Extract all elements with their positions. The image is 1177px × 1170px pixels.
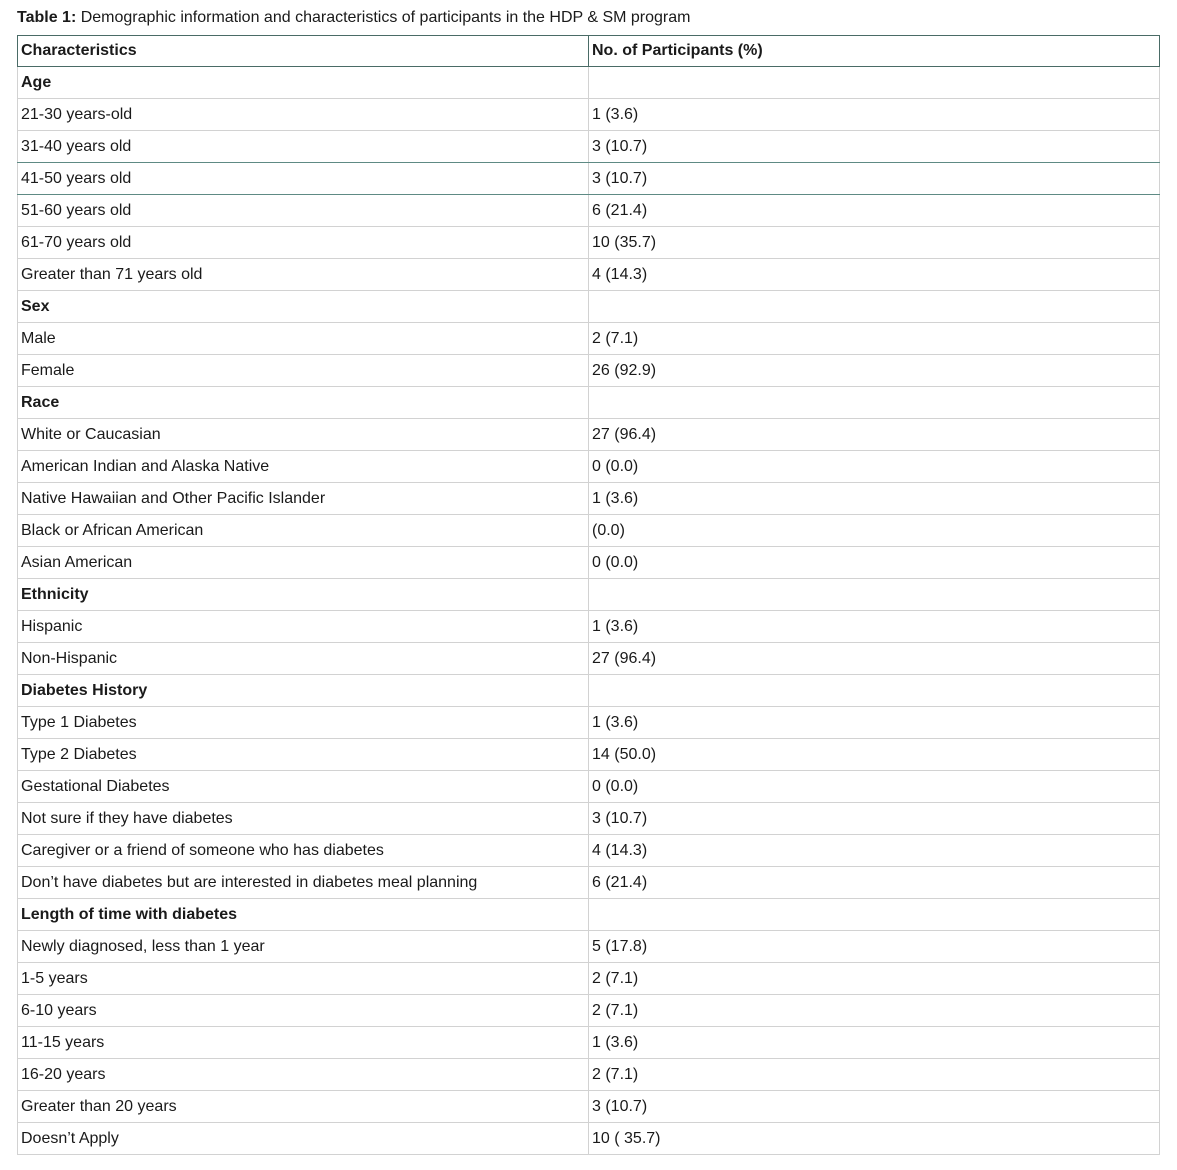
section-label: Race xyxy=(18,387,589,419)
table-section-row xyxy=(18,899,1160,931)
row-label: 31-40 years old xyxy=(18,131,589,163)
table-header-row xyxy=(18,36,1160,67)
row-value: 3 (10.7) xyxy=(589,131,1160,163)
row-label: Greater than 20 years xyxy=(18,1091,589,1123)
table-row xyxy=(18,515,1160,547)
table-row xyxy=(18,867,1160,899)
table-caption-label: Table 1: xyxy=(17,9,77,26)
row-label: 1-5 years xyxy=(18,963,589,995)
row-value: 2 (7.1) xyxy=(589,1059,1160,1091)
row-label: 21-30 years-old xyxy=(18,99,589,131)
table-row xyxy=(18,643,1160,675)
table-row xyxy=(18,771,1160,803)
row-value: 2 (7.1) xyxy=(589,323,1160,355)
table-row xyxy=(18,419,1160,451)
row-value: 5 (17.8) xyxy=(589,931,1160,963)
row-label: Asian American xyxy=(18,547,589,579)
row-value: 6 (21.4) xyxy=(589,195,1160,227)
table-row xyxy=(18,995,1160,1027)
row-value: 1 (3.6) xyxy=(589,483,1160,515)
table-row xyxy=(18,611,1160,643)
demographics-table xyxy=(17,35,1160,1155)
row-label: Native Hawaiian and Other Pacific Islander xyxy=(18,483,589,515)
row-value: 0 (0.0) xyxy=(589,547,1160,579)
table-row xyxy=(18,739,1160,771)
row-label: Type 1 Diabetes xyxy=(18,707,589,739)
row-value: 3 (10.7) xyxy=(589,1091,1160,1123)
row-value: 27 (96.4) xyxy=(589,419,1160,451)
header-participants: No. of Participants (%) xyxy=(589,36,1160,67)
row-value: 0 (0.0) xyxy=(589,771,1160,803)
table-row xyxy=(18,963,1160,995)
table-caption xyxy=(17,8,690,28)
row-label: 61-70 years old xyxy=(18,227,589,259)
row-label: 6-10 years xyxy=(18,995,589,1027)
section-value xyxy=(589,387,1160,419)
row-value: 2 (7.1) xyxy=(589,963,1160,995)
row-value: 1 (3.6) xyxy=(589,1027,1160,1059)
table-row xyxy=(18,323,1160,355)
section-label: Age xyxy=(18,67,589,99)
section-value xyxy=(589,291,1160,323)
row-value: 1 (3.6) xyxy=(589,99,1160,131)
row-label: Don’t have diabetes but are interested in diabetes meal planning xyxy=(18,867,589,899)
row-label: Type 2 Diabetes xyxy=(18,739,589,771)
row-label: 51-60 years old xyxy=(18,195,589,227)
table-row xyxy=(18,931,1160,963)
row-value: 10 ( 35.7) xyxy=(589,1123,1160,1155)
section-label: Diabetes History xyxy=(18,675,589,707)
row-label: Not sure if they have diabetes xyxy=(18,803,589,835)
row-value: 3 (10.7) xyxy=(589,803,1160,835)
section-label: Ethnicity xyxy=(18,579,589,611)
section-label: Sex xyxy=(18,291,589,323)
row-value: 10 (35.7) xyxy=(589,227,1160,259)
table-row xyxy=(18,1027,1160,1059)
table-row xyxy=(18,227,1160,259)
row-label: Hispanic xyxy=(18,611,589,643)
table-row xyxy=(18,163,1160,195)
table-row xyxy=(18,547,1160,579)
table-body xyxy=(18,67,1160,1155)
row-label: 41-50 years old xyxy=(18,163,589,195)
row-value: 2 (7.1) xyxy=(589,995,1160,1027)
section-value xyxy=(589,899,1160,931)
row-value: 6 (21.4) xyxy=(589,867,1160,899)
section-value xyxy=(589,579,1160,611)
table-row xyxy=(18,803,1160,835)
row-label: 16-20 years xyxy=(18,1059,589,1091)
row-value: 1 (3.6) xyxy=(589,611,1160,643)
table-row xyxy=(18,1123,1160,1155)
section-value xyxy=(589,675,1160,707)
row-label: Male xyxy=(18,323,589,355)
table-row xyxy=(18,707,1160,739)
table-row xyxy=(18,259,1160,291)
table-row xyxy=(18,355,1160,387)
row-value: 0 (0.0) xyxy=(589,451,1160,483)
table-section-row xyxy=(18,67,1160,99)
header-characteristics: Characteristics xyxy=(18,36,589,67)
row-value: 4 (14.3) xyxy=(589,259,1160,291)
section-value xyxy=(589,67,1160,99)
row-value: 26 (92.9) xyxy=(589,355,1160,387)
row-value: 27 (96.4) xyxy=(589,643,1160,675)
row-label: 11-15 years xyxy=(18,1027,589,1059)
row-label: Gestational Diabetes xyxy=(18,771,589,803)
row-value: 1 (3.6) xyxy=(589,707,1160,739)
row-value: (0.0) xyxy=(589,515,1160,547)
row-value: 14 (50.0) xyxy=(589,739,1160,771)
table-row xyxy=(18,483,1160,515)
row-label: Doesn’t Apply xyxy=(18,1123,589,1155)
table-row xyxy=(18,99,1160,131)
row-label: Greater than 71 years old xyxy=(18,259,589,291)
table-row xyxy=(18,1091,1160,1123)
row-label: Female xyxy=(18,355,589,387)
table-row xyxy=(18,835,1160,867)
row-label: Caregiver or a friend of someone who has diabetes xyxy=(18,835,589,867)
table-caption-text: Demographic information and characteristics of participants in the HDP & SM program xyxy=(76,9,691,26)
row-label: Black or African American xyxy=(18,515,589,547)
table-section-row xyxy=(18,291,1160,323)
table-row xyxy=(18,451,1160,483)
table-section-row xyxy=(18,387,1160,419)
table-section-row xyxy=(18,675,1160,707)
row-value: 3 (10.7) xyxy=(589,163,1160,195)
table-section-row xyxy=(18,579,1160,611)
row-label: American Indian and Alaska Native xyxy=(18,451,589,483)
table-row xyxy=(18,1059,1160,1091)
table-row xyxy=(18,131,1160,163)
row-value: 4 (14.3) xyxy=(589,835,1160,867)
table-row xyxy=(18,195,1160,227)
row-label: Non-Hispanic xyxy=(18,643,589,675)
row-label: Newly diagnosed, less than 1 year xyxy=(18,931,589,963)
row-label: White or Caucasian xyxy=(18,419,589,451)
section-label: Length of time with diabetes xyxy=(18,899,589,931)
